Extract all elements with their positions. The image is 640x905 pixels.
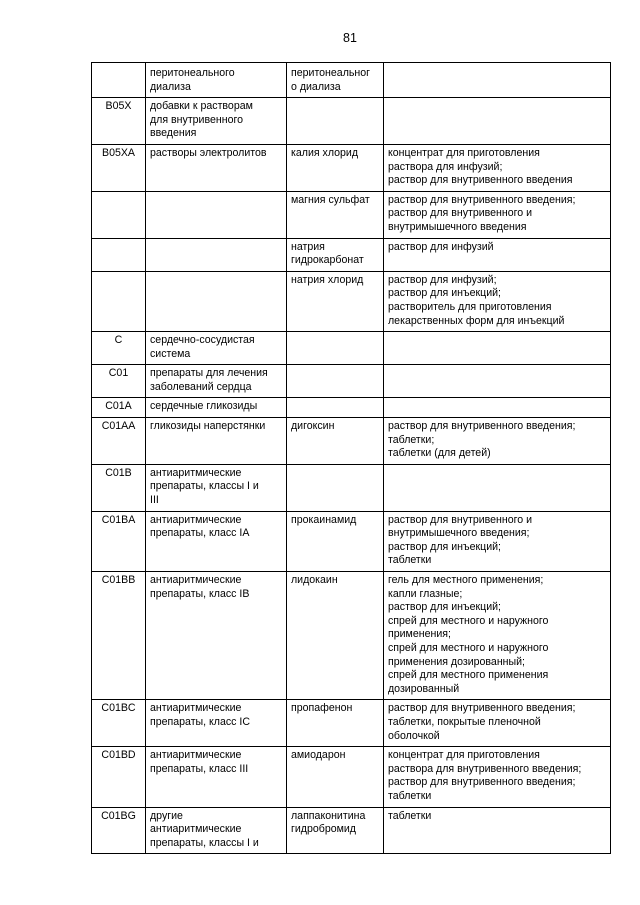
cell-text: препараты для лечения	[150, 367, 268, 380]
cell-text: дозированный	[388, 682, 460, 695]
cell-text: спрей для местного применения	[388, 669, 549, 682]
cell-text: антиаритмические	[150, 466, 242, 479]
atc-code-cell	[92, 747, 146, 807]
atc-code-cell	[92, 332, 146, 365]
dosage-forms-cell	[384, 98, 611, 145]
cell-text: III	[150, 494, 159, 507]
substance-cell	[287, 700, 384, 747]
atc-code-cell	[92, 144, 146, 191]
table-row	[92, 365, 611, 398]
dosage-forms-cell	[384, 747, 611, 807]
group-name-cell	[146, 747, 287, 807]
cell-text: B05XA	[102, 146, 135, 159]
table-row	[92, 511, 611, 571]
atc-code-cell	[92, 511, 146, 571]
cell-text: таблетки;	[388, 433, 435, 446]
drug-classification-table	[91, 62, 611, 854]
cell-text: калия хлорид	[291, 146, 359, 159]
table-row	[92, 271, 611, 331]
cell-text: C01BD	[101, 749, 136, 762]
cell-text: антиаритмические	[150, 513, 242, 526]
substance-cell	[287, 365, 384, 398]
table-row	[92, 464, 611, 511]
group-name-cell	[146, 271, 287, 331]
cell-text: применения дозированный;	[388, 655, 525, 668]
table-row	[92, 700, 611, 747]
cell-text: таблетки	[388, 554, 432, 567]
cell-text: внутримышечного введения;	[388, 527, 530, 540]
substance-cell	[287, 144, 384, 191]
cell-text: перитонеального	[150, 67, 235, 79]
dosage-forms-cell	[384, 365, 611, 398]
cell-text: раствор для внутривенного введения;	[388, 420, 576, 433]
cell-text: лидокаин	[291, 574, 338, 586]
cell-text: препараты, классы I и	[150, 480, 259, 493]
table-row	[92, 332, 611, 365]
cell-text: перитонеальног	[291, 67, 371, 79]
cell-text: система	[150, 347, 191, 360]
atc-code-cell	[92, 418, 146, 465]
cell-text: C01BC	[101, 702, 136, 715]
cell-text: таблетки (для детей)	[388, 447, 491, 460]
cell-text: таблетки, покрытые пленочной	[388, 715, 541, 728]
cell-text: раствора для внутривенного введения;	[388, 762, 582, 775]
cell-text: прокаинамид	[291, 513, 357, 526]
atc-code-cell	[92, 365, 146, 398]
cell-text: таблетки	[388, 789, 432, 802]
cell-text: C01B	[105, 466, 132, 479]
cell-text: препараты, классы I и	[150, 836, 259, 849]
cell-text: натрия хлорид	[291, 273, 364, 286]
table-row	[92, 144, 611, 191]
table-row	[92, 238, 611, 271]
substance-cell	[287, 747, 384, 807]
group-name-cell	[146, 238, 287, 271]
atc-code-cell	[92, 271, 146, 331]
cell-text: сердечно-сосудистая	[150, 334, 255, 347]
cell-text: диализа	[150, 80, 191, 93]
dosage-forms-cell	[384, 398, 611, 418]
cell-text: раствор для инфузий	[388, 240, 494, 253]
atc-code-cell	[92, 238, 146, 271]
atc-code-cell	[92, 398, 146, 418]
cell-text: применения;	[388, 628, 451, 641]
table-row	[92, 191, 611, 238]
atc-code-cell	[92, 572, 146, 700]
substance-cell	[287, 63, 384, 98]
cell-text: гликозиды наперстянки	[150, 420, 266, 433]
substance-cell	[287, 238, 384, 271]
cell-text: другие	[150, 809, 183, 822]
cell-text: амиодарон	[291, 749, 346, 762]
cell-text: спрей для местного и наружного	[388, 641, 549, 654]
table-row	[92, 98, 611, 145]
dosage-forms-cell	[384, 332, 611, 365]
cell-text: C01	[108, 367, 129, 380]
cell-text: заболеваний сердца	[150, 380, 252, 393]
cell-text: раствор для внутривенного введения;	[388, 776, 576, 789]
substance-cell	[287, 511, 384, 571]
cell-text: добавки к растворам	[150, 100, 253, 113]
atc-code-cell	[92, 191, 146, 238]
group-name-cell	[146, 398, 287, 418]
table-row	[92, 572, 611, 700]
group-name-cell	[146, 332, 287, 365]
atc-code-cell	[92, 63, 146, 98]
dosage-forms-cell	[384, 807, 611, 854]
cell-text: внутримышечного введения	[388, 220, 527, 233]
cell-text: антиаритмические	[150, 749, 242, 762]
dosage-forms-cell	[384, 271, 611, 331]
atc-code-cell	[92, 464, 146, 511]
cell-text: раствор для инфузий;	[388, 273, 497, 286]
group-name-cell	[146, 63, 287, 98]
dosage-forms-cell	[384, 191, 611, 238]
cell-text: раствор для внутривенного и	[388, 513, 533, 526]
cell-text: C01BB	[101, 574, 136, 586]
substance-cell	[287, 807, 384, 854]
cell-text: антиаритмические	[150, 702, 242, 715]
page-number: 81	[343, 31, 357, 45]
dosage-forms-cell	[384, 511, 611, 571]
atc-code-cell	[92, 807, 146, 854]
cell-text: спрей для местного и наружного	[388, 614, 549, 627]
cell-text: для внутривенного	[150, 113, 243, 126]
cell-text: раствора для инфузий;	[388, 160, 503, 173]
cell-text: раствор для внутривенного введения;	[388, 702, 576, 715]
cell-text: препараты, класс IA	[150, 527, 250, 540]
table-row	[92, 747, 611, 807]
dosage-forms-cell	[384, 464, 611, 511]
group-name-cell	[146, 464, 287, 511]
substance-cell	[287, 271, 384, 331]
cell-text: антиаритмические	[150, 574, 242, 586]
group-name-cell	[146, 572, 287, 700]
cell-text: концентрат для приготовления	[388, 749, 540, 762]
substance-cell	[287, 464, 384, 511]
atc-code-cell	[92, 700, 146, 747]
cell-text: пропафенон	[291, 702, 353, 715]
cell-text: концентрат для приготовления	[388, 146, 540, 159]
group-name-cell	[146, 365, 287, 398]
cell-text: оболочкой	[388, 729, 440, 742]
substance-cell	[287, 332, 384, 365]
dosage-forms-cell	[384, 418, 611, 465]
cell-text: C01BG	[101, 809, 136, 822]
cell-text: гель для местного применения;	[388, 574, 544, 586]
cell-text: растворитель для приготовления	[388, 300, 552, 313]
cell-text: гидробромид	[291, 823, 356, 836]
cell-text: раствор для инъекций;	[388, 540, 501, 553]
dosage-forms-cell	[384, 572, 611, 700]
group-name-cell	[146, 144, 287, 191]
cell-text: C01BA	[101, 513, 136, 526]
cell-text: капли глазные;	[388, 587, 463, 600]
group-name-cell	[146, 511, 287, 571]
cell-text: раствор для внутривенного введения;	[388, 193, 576, 206]
substance-cell	[287, 191, 384, 238]
table-body	[92, 63, 611, 854]
cell-text: препараты, класс III	[150, 762, 249, 775]
cell-text: C01A	[105, 400, 132, 413]
cell-text: сердечные гликозиды	[150, 400, 258, 413]
group-name-cell	[146, 191, 287, 238]
dosage-forms-cell	[384, 238, 611, 271]
cell-text: лаппаконитина	[291, 809, 366, 822]
cell-text: таблетки	[388, 809, 432, 822]
group-name-cell	[146, 98, 287, 145]
cell-text: магния сульфат	[291, 193, 370, 206]
cell-text: дигоксин	[291, 420, 335, 433]
dosage-forms-cell	[384, 63, 611, 98]
table-row	[92, 398, 611, 418]
cell-text: введения	[150, 127, 197, 140]
table-row	[92, 807, 611, 854]
substance-cell	[287, 418, 384, 465]
cell-text: препараты, класс IB	[150, 587, 250, 600]
atc-code-cell	[92, 98, 146, 145]
cell-text: натрия	[291, 240, 325, 253]
substance-cell	[287, 98, 384, 145]
cell-text: C	[114, 334, 123, 347]
table-row	[92, 63, 611, 98]
cell-text: раствор для инъекций;	[388, 287, 501, 300]
substance-cell	[287, 572, 384, 700]
substance-cell	[287, 398, 384, 418]
cell-text: лекарственных форм для инъекций	[388, 314, 565, 327]
table-row	[92, 418, 611, 465]
group-name-cell	[146, 700, 287, 747]
cell-text: о диализа	[291, 80, 341, 93]
group-name-cell	[146, 807, 287, 854]
group-name-cell	[146, 418, 287, 465]
cell-text: C01AA	[101, 420, 136, 433]
cell-text: препараты, класс IC	[150, 715, 251, 728]
cell-text: B05X	[105, 100, 132, 113]
cell-text: раствор для внутривенного введения	[388, 174, 573, 187]
dosage-forms-cell	[384, 144, 611, 191]
cell-text: растворы электролитов	[150, 146, 267, 159]
dosage-forms-cell	[384, 700, 611, 747]
cell-text: гидрокарбонат	[291, 254, 364, 267]
cell-text: антиаритмические	[150, 823, 242, 836]
cell-text: раствор для внутривенного и	[388, 207, 533, 220]
cell-text: раствор для инъекций;	[388, 601, 501, 614]
